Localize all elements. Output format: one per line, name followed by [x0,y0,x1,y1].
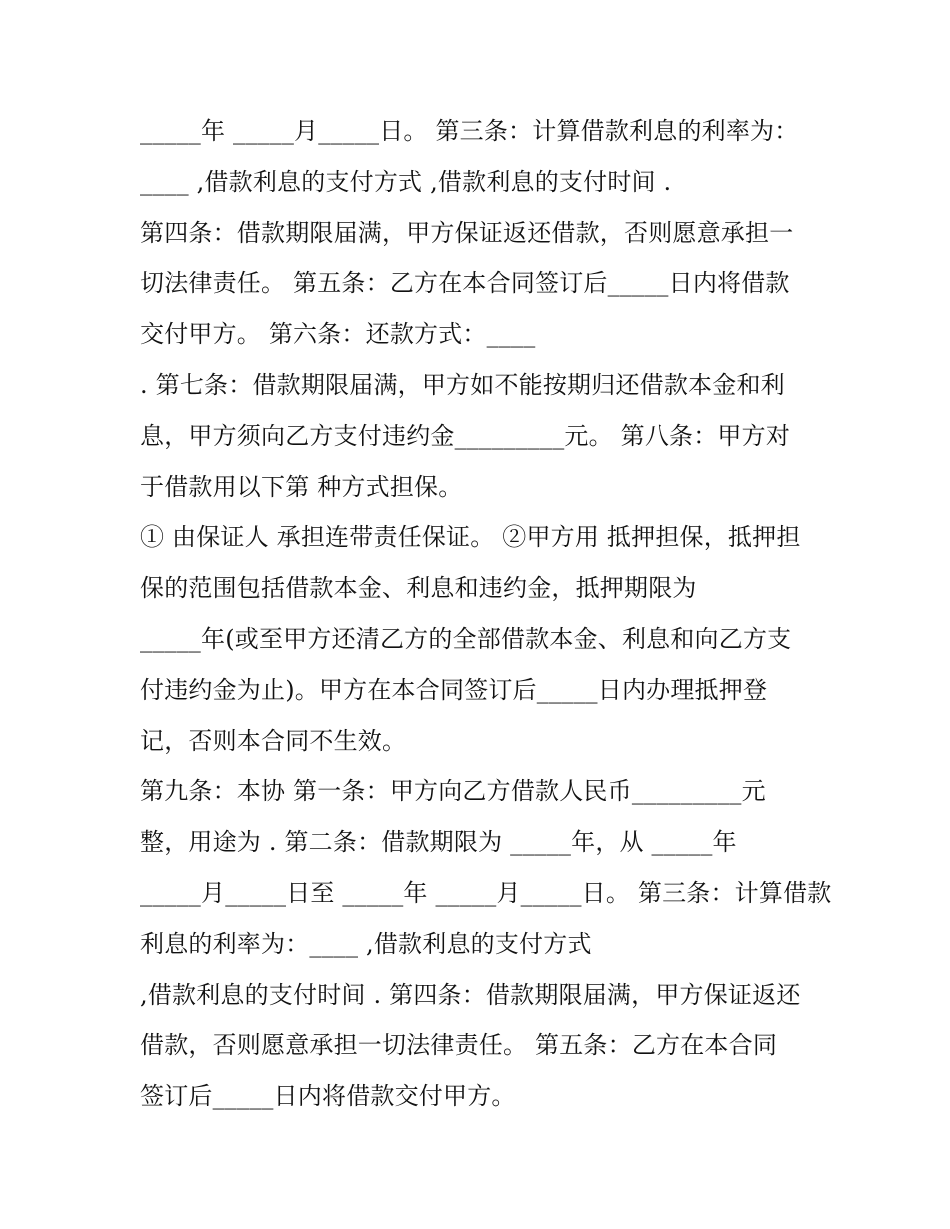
text-line-13: 记，否则本合同不生效。 [140,726,407,755]
contract-text-body [140,106,832,1122]
text-line-12: 付违约金为止)。甲方在本合同签订后_____日内办理抵押登 [140,675,768,704]
text-line-6: . 第七条：借款期限届满，甲方如不能按期归还借款本金和利 [140,370,785,399]
text-line-18: ,借款利息的支付时间 . 第四条：借款期限届满，甲方保证返还 [140,980,801,1009]
text-line-1: _____年 _____月_____日。 第三条：计算借款利息的利率为： [140,117,799,145]
text-line-2: ____ ,借款利息的支付方式 ,借款利息的支付时间 . [140,167,672,196]
text-line-11: _____年(或至甲方还清乙方的全部借款本金、利息和向乙方支 [140,624,792,653]
text-line-10: 保的范围包括借款本金、利息和违约金，抵押期限为 [140,574,697,603]
text-line-16: _____月_____日至 _____年 _____月_____日。 第三条：计算借款 [140,878,832,907]
text-line-5: 交付甲方。 第六条：还款方式：____ [140,320,536,349]
text-line-9: ① 由保证人 承担连带责任保证。 ②甲方用 抵押担保，抵押担 [140,523,801,552]
text-line-14: 第九条：本协 第一条：甲方向乙方借款人民币_________元 [140,777,766,806]
text-line-15: 整，用途为 . 第二条：借款期限为 _____年，从 _____年 [140,828,737,857]
text-line-8: 于借款用以下第 种方式担保。 [140,472,463,501]
text-line-3: 第四条：借款期限届满，甲方保证返还借款，否则愿意承担一 [140,218,794,247]
text-line-4: 切法律责任。 第五条：乙方在本合同签订后_____日内将借款 [140,269,790,298]
text-line-17: 利息的利率为：____ ,借款利息的支付方式 [140,929,592,958]
text-line-20: 签订后_____日内将借款交付甲方。 [140,1082,516,1111]
text-line-19: 借款，否则愿意承担一切法律责任。 第五条：乙方在本合同 [140,1031,778,1060]
text-line-7: 息，甲方须向乙方支付违约金_________元。 第八条：甲方对 [140,421,791,450]
